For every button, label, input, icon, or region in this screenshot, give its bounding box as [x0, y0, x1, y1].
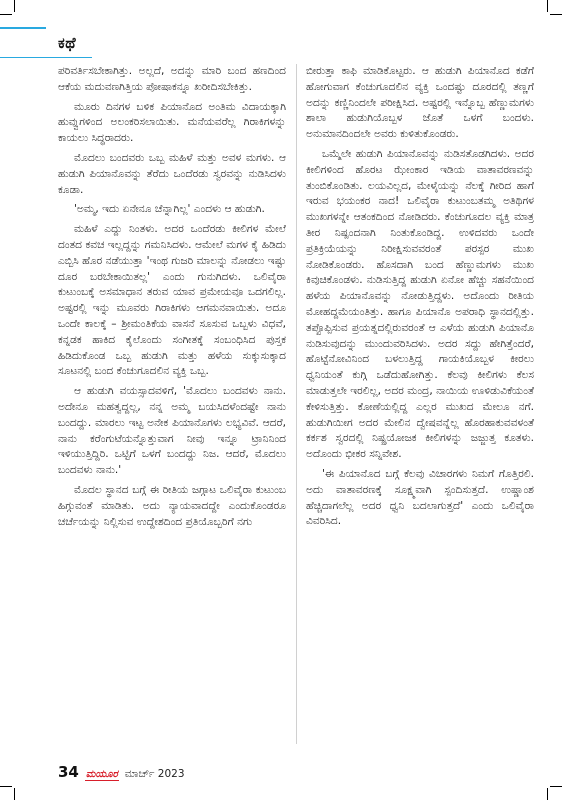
crop-mark: [14, 0, 15, 12]
paragraph: ಮೊದಲ ಸ್ಥಾನದ ಬಗ್ಗೆ ಈ ರೀತಿಯ ಜಗ್ಗಾಟ ಒಲಿವೈರಾ ಕುಟುಂಬ ಹಿಗ್ಗುವಂತೆ ಮಾಡಿತು. ಅದು ನ್ಯಾಯವಾದದ್ದೇ ಎಂದುಕೊಂಡರೂ ಚರ್ಚೆಯನ್ನು ನಿಲ್ಲಿಸುವ ಉದ್ದೇಶದಿಂದ ಪ್ರತಿಯೊಬ್ಬರಿಗೆ ನಗು: [58, 483, 286, 528]
crop-mark: [550, 786, 562, 787]
paragraph: 'ಈ ಪಿಯಾನೊದ ಬಗ್ಗೆ ಕೆಲವು ವಿಚಾರಗಳು ನಿಮಗೆ ಗೊತ್ತಿರಲಿ. ಅದು ವಾತಾವರಣಕ್ಕೆ ಸೂಕ್ಷ್ಮವಾಗಿ ಸ್ಪಂದಿಸುತ್ತದೆ. ಉಷ್ಣಾಂಶ ಹೆಚ್ಚಿದಾಗಲೆಲ್ಲ ಅದರ ಧ್ವನಿ ಬದಲಾಗುತ್ತದೆ' ಎಂದು ಒಲಿವೈರಾ ವಿವರಿಸಿದ.: [306, 467, 534, 528]
crop-mark: [0, 14, 12, 15]
crop-mark: [547, 0, 548, 12]
paragraph: ಮೊದಲು ಬಂದವರು ಒಬ್ಬ ಮಹಿಳೆ ಮತ್ತು ಅವಳ ಮಗಳು. ಆ ಹುಡುಗಿ ಪಿಯಾನೊವನ್ನು ತೆರೆದು ಒಂದೆರಡು ಸ್ವರವನ್ನು ನುಡಿಸಿದಳು ಕೂಡಾ.: [58, 151, 286, 196]
text-column-right: [306, 64, 534, 534]
text-column-left: [58, 64, 286, 534]
header-accent-rule: [0, 27, 46, 29]
paragraph: ಬೀರುತ್ತಾ ಕಾಫಿ ಮಾಡಿಕೊಟ್ಟರು. ಆ ಹುಡುಗಿ ಪಿಯಾನೊದ ಕಡೆಗೆ ಹೋಗುವಾಗ ಕೆಂಚುಗೂದಲಿನ ವ್ಯಕ್ತಿ ಒಂದಷ್ಟು ದೂರದಲ್ಲಿ ತಣ್ಣಗೆ ಅದನ್ನು ಕಣ್ಣಿನಿಂದಲೇ ಪರೀಕ್ಷಿಸಿದ. ಅಷ್ಟರಲ್ಲಿ ಇನ್ನೊಬ್ಬ ಹೆಣ್ಣುಮಗಳು ಶಾಲಾ ಹುಡುಗಿಯೊಬ್ಬಳ ಜೊತೆ ಒಳಗೆ ಬಂದಳು. ಅನುಮಾನದಿಂದಲೇ ಅವರು ಕುಳಿತುಕೊಂಡರು.: [306, 65, 534, 141]
issue-date: ಮಾರ್ಚ್ 2023: [124, 768, 185, 780]
magazine-logo: ಮಯೂರ: [85, 769, 118, 780]
paragraph: ಮಹಿಳೆ ಎದ್ದು ನಿಂತಳು. ಅದರ ಒಂದೆರಡು ಕೀಲಿಗಳ ಮೇಲೆ ದಂತದ ಕವಚ ಇಲ್ಲದ್ದನ್ನು ಗಮನಿಸಿದಳು. ಆಮೇಲೆ ಮಗಳ ಕೈ ಹಿಡಿದು ಎಬ್ಬಿಸಿ ಹೊರ ನಡೆಯುತ್ತಾ 'ಇಂಥ ಗುಜರಿ ಮಾಲನ್ನು ನೋಡಲು ಇಷ್ಟು ದೂರ ಬರಬೇಕಾಯಿತಲ್ಲ' ಎಂದು ಗುನುಗಿದಳು. ಒಲಿವೈರಾ ಕುಟುಂಬಕ್ಕೆ ಅಸಮಾಧಾನ ತರುವ ಯಾವ ಪ್ರಮೇಯವೂ ಒದಗಲಿಲ್ಲ. ಅಷ್ಟರಲ್ಲಿ ಇನ್ನು ಮೂವರು ಗಿರಾಕಿಗಳು ಆಗಮನವಾಯಿತು. ಅದೂ ಒಂದೇ ಕಾಲಕ್ಕೆ – ಶ್ರೀಮಂತಿಕೆಯ ವಾಸನೆ ಸೂಸುವ ಒಬ್ಬಳು ವಿಧವೆ, ಕನ್ನಡಕ ಹಾಕಿದ ಕೈಲೊಂದು ಸಂಗೀತಕ್ಕೆ ಸಂಬಂಧಿಸಿದ ಪುಸ್ತಕ ಹಿಡಿದುಕೊಂಡ ಒಬ್ಬ ಹುಡುಗಿ ಮತ್ತು ಹಳೆಯ ಸುಕ್ಕುಸುಕ್ಕಾದ ಸೂಟನಲ್ಲಿ ಬಂದ ಕೆಂಚುಗೂದಲಿನ ವ್ಯಕ್ತಿ ಒಬ್ಬ.: [58, 223, 286, 378]
crop-mark: [547, 788, 548, 800]
header-underline-rule: [0, 57, 92, 58]
crop-mark: [550, 14, 562, 15]
paragraph: 'ಅಮ್ಮ, ಇದು ಏನೇನೂ ಚೆನ್ನಾಗಿಲ್ಲ' ಎಂದಳು ಆ ಹುಡುಗಿ.: [74, 203, 265, 216]
section-title: ಕಥೆ: [58, 34, 77, 52]
paragraph: ಆ ಹುಡುಗಿ ವಯಸ್ಸಾದವಳಿಗೆ, 'ಮೊದಲು ಬಂದವಳು ನಾನು. ಅದೇನೂ ಮಹತ್ವದ್ದಲ್ಲ, ನನ್ನ ಅಮ್ಮ ಬಯಸಿದಳೆಂದಷ್ಟೇ ನಾನು ಬಂದದ್ದು. ಮಾರಲು ಇಟ್ಟ ಅನೇಕ ಪಿಯಾನೊಗಳು ಲಭ್ಯವಿವೆ. ಆದರೆ, ನಾನು ಕರೆಂಗುಟೆಯನ್ನೊತ್ತುವಾಗ ನೀವು ಇನ್ನೂ ಟ್ರಾನಿನಿಂದ ಇಳಿಯುತ್ತಿದ್ದಿರಿ. ಒಟ್ಟಿಗೆ ಒಳಗೆ ಬಂದದ್ದು ನಿಜ. ಆದರೆ, ಮೊದಲು ಬಂದವಳು ನಾನು.': [58, 385, 286, 477]
page-footer: [58, 763, 185, 781]
paragraph: ಒಮ್ಮೆಲೇ ಹುಡುಗಿ ಪಿಯಾನೊವನ್ನು ನುಡಿಸತೊಡಗಿದಳು. ಅದರ ಕೀಲಿಗಳಿಂದ ಹೊರಟ ಝೇಂಕಾರ ಇಡಿಯ ವಾತಾವರಣವನ್ನು ತುಂಬಿಕೊಂಡಿತು. ಲಯವಿಲ್ಲದ, ಮೇಳೈಯನ್ನು ನೆಲಕ್ಕೆ ಗೀರಿದ ಹಾಗೆ ಇರುವ ಭಯಂಕರ ನಾದ! ಒಲಿವೈರಾ ಕುಟುಂಬತಮ್ಮ ಅತಿಥಿಗಳ ಮುಖಗಳನ್ನೇ ಆತಂಕದಿಂದ ನೋಡಿದರು. ಕೆಂಚುಗೂದಲ ವ್ಯಕ್ತಿ ಮಾತ್ರ ತೀರ ನಿಷ್ಪಂದನಾಗಿ ನಿಂತುಕೊಂಡಿದ್ದ. ಉಳಿದವರು ಒಂದೇ ಪ್ರತಿಕ್ರಿಯೆಯನ್ನು ನಿರೀಕ್ಷಿಸುವವರಂತೆ ಪರಸ್ಪರ ಮುಖ ನೋಡಿಕೊಂಡರು. ಹೊಸದಾಗಿ ಬಂದ ಹೆಣ್ಣುಮಗಳು ಮುಖ ಕಿವುಚಿಕೊಂಡಳು. ನುಡಿಸುತ್ತಿದ್ದ ಹುಡುಗಿ ಏನೋ ಹೆಚ್ಚು ಸಹನೆಯಿಂದ ಹಳೆಯ ಪಿಯಾನೊವನ್ನು ನೋಡುತ್ತಿದ್ದಳು. ಅದೊಂದು ರೀತಿಯ ಮೋಹದ್ದಮೆಯಂತಿತ್ತು. ಹಾಗೂ ಪಿಯಾನೊ ಅಪರಾಧಿ ಸ್ಥಾನದಲ್ಲಿತ್ತು. ತಪ್ಪೊಪ್ಪಿಸುವ ಪ್ರಯತ್ನದಲ್ಲಿರುವರಂತೆ ಆ ಎಳೆಯ ಹುಡುಗಿ ಪಿಯಾನೊ ನುಡಿಸುವುದನ್ನು ಮುಂದುವರಿಸಿದಳು. ಅದರ ಸದ್ದು ಹೇಗಿತ್ತೆಂದರೆ, ಹೊಟ್ಟೆನೋವಿನಿಂದ ಬಳಲುತ್ತಿದ್ದ ಗಾಯಕಿಯೊಬ್ಬಳ ಕೀರಲು ಧ್ವನಿಯಂತೆ ಕುಗ್ಗಿ ಒಡೆದುಹೋಗಿತ್ತು. ಕೆಲವು ಕೀಲಿಗಳು ಕೆಲಸ ಮಾಡುತ್ತಲೇ ಇರಲಿಲ್ಲ, ಅದರ ಮಂದ್ರ, ನಾಯಿಯ ಊಳಿಡುವಿಕೆಯಂತೆ ಕೇಳಿಸುತ್ತಿತ್ತು. ಕೋಣೆಯಲ್ಲಿದ್ದ ಎಲ್ಲರ ಮುಖದ ಮೇಲೂ ನಗೆ. ಹುಡುಗಿಯೀಗ ಅದರ ಮೇಲಿನ ದ್ವೇಷವನ್ನೆಲ್ಲ ಹೊರಹಾಕುವವಳಂತೆ ಕರ್ಕಶ ಸ್ವರದಲ್ಲಿ ನಿಷ್ಪ್ರಯೋಜಕ ಕೀಲಿಗಳನ್ನು ಜಜ್ಜುತ್ತ ಕೂತಳು. ಅದೊಂದು ಭೀಕರ ಸನ್ನಿವೇಶ.: [306, 147, 534, 461]
paragraph: ಮೂರು ದಿನಗಳ ಬಳಿಕ ಪಿಯಾನೊದ ಅಂತಿಮ ವಿದಾಯಕ್ಕಾಗಿ ಹುವ್ವುಗಳಿಂದ ಅಲಂಕರಿಸಲಾಯಿತು. ಮನೆಯವರೆಲ್ಲ ಗಿರಾಕಿಗಳನ್ನು ಕಾಯಲು ಸಿದ್ಧರಾದರು.: [58, 100, 286, 145]
page-number: 34: [58, 763, 79, 781]
paragraph: ಪರಿವರ್ತಿಸಬೇಕಾಗಿತ್ತು. ಅಲ್ಲದೆ, ಅದನ್ನು ಮಾರಿ ಬಂದ ಹಣದಿಂದ ಆಕೆಯ ಮದುವಣಗಿತ್ತಿಯ ಪೋಷಾಕನ್ನೂ ಖರೀದಿಸಬೇಕಿತ್ತು.: [58, 65, 286, 93]
column-divider: [296, 64, 297, 744]
crop-mark: [0, 786, 12, 787]
crop-mark: [14, 788, 15, 800]
